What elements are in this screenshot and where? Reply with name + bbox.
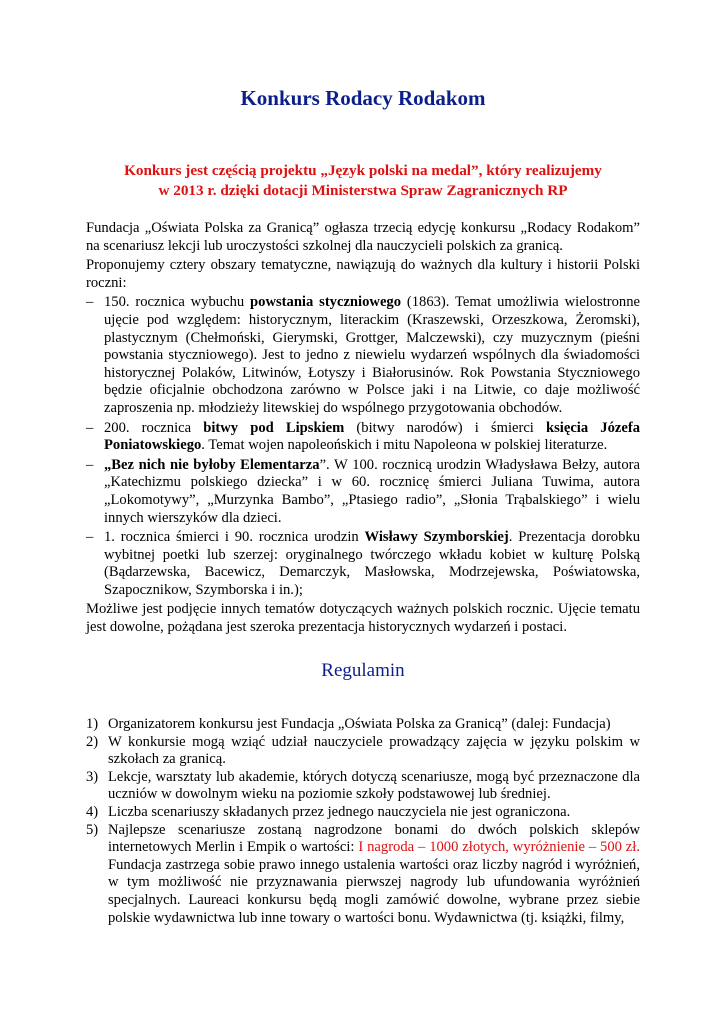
regulation-item: 1) Organizatorem konkursu jest Fundacja „Oświata Polska za Granicą” (dalej: Fundacja)	[86, 716, 611, 732]
regulations-heading: Regulamin	[321, 660, 405, 681]
topic-highlight: powstania styczniowego	[250, 294, 402, 311]
topic-highlight: Wisławy Szymborskiej	[364, 529, 509, 546]
topics-lead-paragraph: Proponujemy cztery obszary tematyczne, nawiązują do ważnych dla kultury i historii Polski roczni:	[86, 257, 640, 291]
dash-bullet: –	[86, 529, 94, 546]
topic-item: – 200. rocznica bitwy pod Lipskiem (bitwy narodów) i śmierci księcia Józefa Poniatowskiego. Temat wojen napoleońskich i mitu Napoleona w polskiej literaturze.	[86, 419, 640, 454]
subtitle-line-2: w 2013 r. dzięki dotacji Ministerstwa Spraw Zagranicznych RP	[158, 182, 568, 199]
item-number: 2)	[86, 733, 99, 750]
topic-item: – „Bez nich nie byłoby Elementarza”. W 100. rocznicą urodzin Władysława Bełzy, autora „Katechizmu polskiego dziecka” i w 60. rocznicę śmierci Juliana Tuwima, autora „Lokomotywy”, „Murzynka Bambo”, „Ptasiego radio”, „Słonia Trąbalskiego” i wielu innych wierszyków dla dzieci.	[86, 456, 640, 526]
topic-item: – 1. rocznica śmierci i 90. rocznica urodzin Wisławy Szymborskiej. Prezentacja dorobku wybitnej poetki lub szerzej: oryginalnego twórczego wkładu kobiet w kulturę Polską (Bądarzewska, Bacewicz, Demarczyk, Masłowska, Modrzejewska, Poświatowska, Szapocznikow, Szymborska i in.);	[86, 529, 640, 598]
regulation-item: 3) Lekcje, warsztaty lub akademie, których dotyczą scenariusze, mogą być przeznaczone dla uczniów w dowolnym wieku na poziomie szkoły podstawowej lub średniej.	[86, 768, 640, 803]
item-number: 5)	[86, 821, 99, 838]
intro-section	[86, 220, 640, 637]
dash-bullet: –	[86, 419, 94, 436]
dash-bullet: –	[86, 294, 94, 311]
topics-list	[86, 294, 640, 599]
document-title: Konkurs Rodacy Rodakom	[240, 86, 486, 110]
intro-paragraph: Fundacja „Oświata Polska za Granicą” ogłasza trzecią edycję konkursu „Rodacy Rodakom” na scenariusz lekcji lub uroczystości szkolnej dla nauczycieli polskich za granicą.	[86, 220, 640, 254]
closing-paragraph: Możliwe jest podjęcie innych tematów dotyczących ważnych polskich rocznic. Ujęcie tematu jest dowolne, pożądana jest szeroka prezentacja historycznych wydarzeń i postaci.	[86, 601, 640, 636]
regulations-list	[86, 716, 640, 927]
topic-highlight: „Bez nich nie byłoby Elementarza	[104, 456, 320, 473]
prize-amounts: I nagroda – 1000 złotych, wyróżnienie – 500 zł.	[358, 839, 640, 856]
dash-bullet: –	[86, 456, 94, 473]
topic-highlight: księcia Józefa Poniatowskiego	[104, 419, 640, 454]
item-number: 3)	[86, 768, 99, 785]
topic-item: – 150. rocznica wybuchu powstania styczniowego (1863). Temat umożliwia wielostronne ujęcie pod względem: historycznym, literackim (Kraszewski, Orzeszkowa, Żeromski), plastycznym (Chełmoński, Gierymski, Grottger, Malczewski), czy muzycznym (pieśni powstania styczniowego). Jest to jedno z niewielu wydarzeń wspólnych dla świadomości historycznej Polaków, Litwinów, Łotyszy i Białorusinów. Rok Powstania Styczniowego będzie oficjalnie obchodzona zarówno w Polsce jaki i na Litwie, co daje możliwość zaproszenia np. młodzieży litewskiej do wspólnego przygotowania obchodów.	[86, 294, 640, 416]
project-subtitle	[86, 161, 640, 201]
regulation-item: 5) Najlepsze scenariusze zostaną nagrodzone bonami do dwóch polskich sklepów internetowych Merlin i Empik o wartości: I nagroda – 1000 złotych, wyróżnienie – 500 zł. Fundacja zastrzega sobie prawo innego ustalenia wartości oraz liczby nagród i wyróżnień, w tym możliwość nie przyznawania pierwszej nagrody lub ufundowania wyróżnień specjalnych. Laureaci konkursu będą mogli zamówić dowolne, wybrane przez siebie polskie wydawnictwa lub inne towary o wartości bonu. Wydawnictwa (tj. książki, filmy,	[86, 821, 640, 926]
regulation-item: 4) Liczba scenariuszy składanych przez jednego nauczyciela nie jest ograniczona.	[86, 803, 571, 820]
item-number: 4)	[86, 803, 99, 820]
subtitle-line-1: Konkurs jest częścią projektu „Język polski na medal”, który realizujemy	[124, 162, 602, 179]
item-number: 1)	[86, 716, 99, 732]
topic-highlight: bitwy pod Lipskiem	[203, 419, 345, 436]
regulation-item: 2) W konkursie mogą wziąć udział nauczyciele prowadzący zajęcia w języku polskim w szkołach za granicą.	[86, 733, 640, 768]
